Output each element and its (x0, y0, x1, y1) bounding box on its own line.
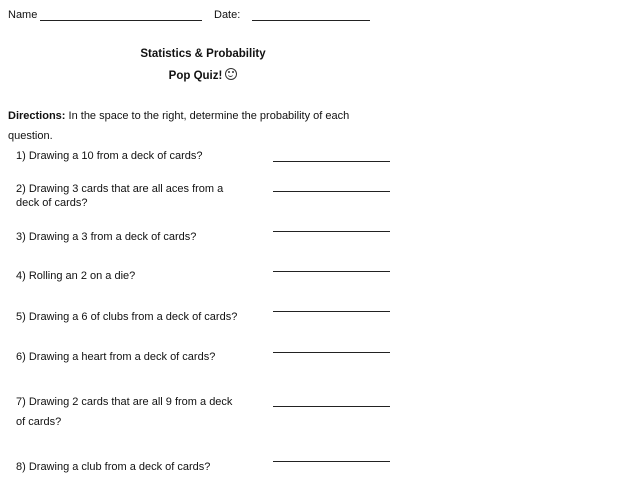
directions-text-continued: question. (8, 130, 53, 142)
question-3: 3) Drawing a 3 from a deck of cards? (16, 231, 197, 243)
question-7: 7) Drawing 2 cards that are all 9 from a deck (16, 396, 233, 408)
answer-line-8[interactable] (273, 461, 390, 462)
name-label: Name (8, 9, 38, 21)
question-2-continued: deck of cards? (16, 197, 88, 209)
subtitle-text: Pop Quiz! (168, 70, 223, 82)
directions-text: In the space to the right, determine the probability of each (68, 110, 350, 122)
answer-line-1[interactable] (273, 161, 390, 162)
date-label: Date: (214, 9, 241, 21)
question-2: 2) Drawing 3 cards that are all aces from a (16, 183, 224, 195)
date-blank-line[interactable] (252, 20, 370, 21)
question-7-continued: of cards? (16, 416, 62, 428)
page-title: Statistics & Probability (140, 48, 266, 60)
answer-line-6[interactable] (273, 352, 390, 353)
answer-line-4[interactable] (273, 271, 390, 272)
name-blank-line[interactable] (40, 20, 202, 21)
answer-line-5[interactable] (273, 311, 390, 312)
question-6: 6) Drawing a heart from a deck of cards? (16, 351, 216, 363)
question-5: 5) Drawing a 6 of clubs from a deck of cards? (16, 311, 238, 323)
answer-line-7[interactable] (273, 406, 390, 407)
directions (8, 109, 349, 123)
page-subtitle (103, 68, 303, 82)
question-4: 4) Rolling an 2 on a die? (16, 270, 136, 282)
answer-line-2[interactable] (273, 191, 390, 192)
question-1: 1) Drawing a 10 from a deck of cards? (16, 150, 203, 162)
answer-line-3[interactable] (273, 231, 390, 232)
directions-label: Directions: (8, 110, 66, 122)
question-8: 8) Drawing a club from a deck of cards? (16, 461, 211, 473)
smiley-face-icon (225, 68, 237, 80)
